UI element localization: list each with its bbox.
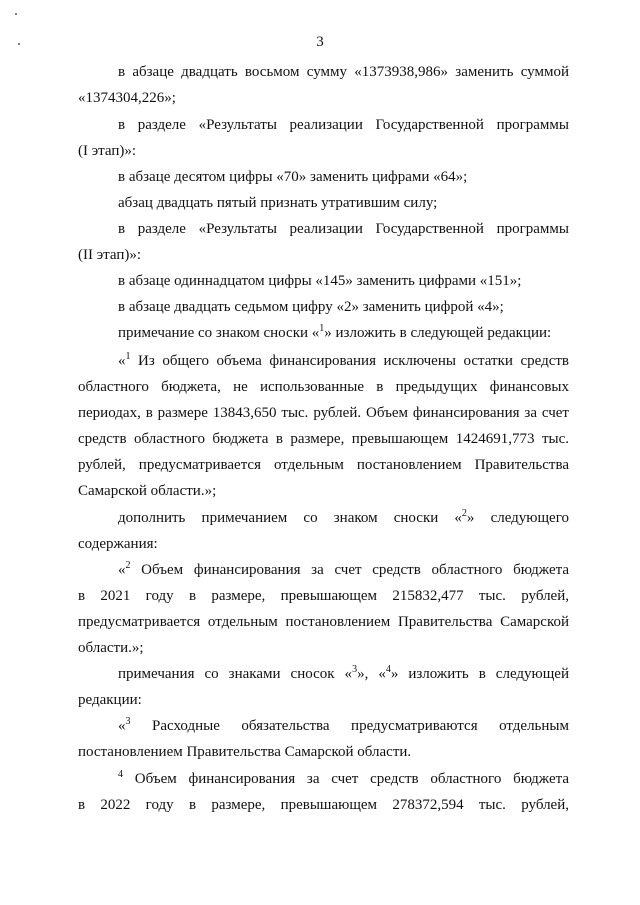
text-line: рублей, предусматривается отдельным постановлением Правительства bbox=[78, 457, 569, 473]
text-line: в абзаце десятом цифры «70» заменить цифрами «64»; bbox=[118, 169, 468, 185]
footnote-mark: 4 bbox=[118, 769, 123, 780]
text-segment: » изложить в следующей редакции: bbox=[324, 325, 552, 341]
text-segment: Объем финансирования за счет средств областного бюджета bbox=[130, 562, 569, 578]
text-line: абзац двадцать пятый признать утратившим силу; bbox=[118, 195, 438, 211]
text-segment: » изложить в следующей bbox=[390, 666, 569, 682]
text-segment: дополнить примечанием со знаком сноски « bbox=[118, 510, 462, 526]
text-line: редакции: bbox=[78, 692, 142, 708]
text-line: предусматривается отдельным постановлением Правительства Самарской bbox=[78, 614, 569, 630]
text-line: постановлением Правительства Самарской области. bbox=[78, 744, 412, 760]
text-segment: Расходные обязательства предусматриваются отдельным bbox=[130, 718, 569, 734]
footnote-mark: 4 bbox=[385, 664, 391, 675]
text-segment: Объем финансирования за счет средств областного бюджета bbox=[123, 771, 569, 787]
footnote-mark: 3 bbox=[352, 664, 358, 675]
text-line: (I этап)»: bbox=[78, 143, 137, 159]
text-line: «1374304,226»; bbox=[78, 90, 176, 106]
text-line bbox=[118, 561, 569, 579]
text-segment: », « bbox=[357, 666, 386, 682]
text-segment: примечание со знаком сноски « bbox=[118, 325, 320, 341]
text-line: содержания: bbox=[78, 536, 158, 552]
text-line: (II этап)»: bbox=[78, 247, 142, 263]
text-line: областного бюджета, не использованные в предыдущих финансовых bbox=[78, 379, 569, 395]
text-segment: Из общего объема финансирования исключены остатки средств bbox=[130, 353, 569, 369]
text-line: в абзаце двадцать восьмом сумму «1373938,986» заменить суммой bbox=[118, 64, 569, 80]
footnote-mark: 3 bbox=[125, 716, 131, 727]
text-line bbox=[118, 770, 569, 788]
footnote-mark: 1 bbox=[319, 323, 325, 334]
text-line: средств областного бюджета в размере, превышающем 1424691,773 тыс. bbox=[78, 431, 569, 447]
text-line bbox=[118, 352, 569, 370]
text-line: периодах, в размере 13843,650 тыс. рублей. Объем финансирования за счет bbox=[78, 405, 569, 421]
text-line bbox=[118, 509, 569, 527]
footnote-mark: 2 bbox=[125, 560, 131, 571]
text-line: в абзаце двадцать седьмом цифру «2» заменить цифрой «4»; bbox=[118, 299, 504, 315]
scan-speck bbox=[15, 13, 17, 15]
text-segment: « bbox=[118, 562, 126, 578]
text-line bbox=[118, 665, 569, 683]
text-segment: » следующего bbox=[466, 510, 569, 526]
text-line: в разделе «Результаты реализации Государственной программы bbox=[118, 221, 569, 237]
text-line bbox=[118, 324, 569, 342]
text-line: области.»; bbox=[78, 640, 144, 656]
text-segment: « bbox=[118, 353, 126, 369]
text-line: в 2022 году в размере, превышающем 278372,594 тыс. рублей, bbox=[78, 797, 569, 813]
text-line: в абзаце одиннадцатом цифры «145» заменить цифрами «151»; bbox=[118, 273, 522, 289]
text-line bbox=[118, 717, 569, 735]
text-line: Самарской области.»; bbox=[78, 483, 217, 499]
footnote-mark: 2 bbox=[461, 508, 467, 519]
footnote-mark: 1 bbox=[125, 351, 131, 362]
text-line: в 2021 году в размере, превышающем 215832,477 тыс. рублей, bbox=[78, 588, 569, 604]
page-number: 3 bbox=[316, 34, 324, 50]
text-segment: « bbox=[118, 718, 126, 734]
text-line: в разделе «Результаты реализации Государственной программы bbox=[118, 117, 569, 133]
text-segment: примечания со знаками сносок « bbox=[118, 666, 353, 682]
